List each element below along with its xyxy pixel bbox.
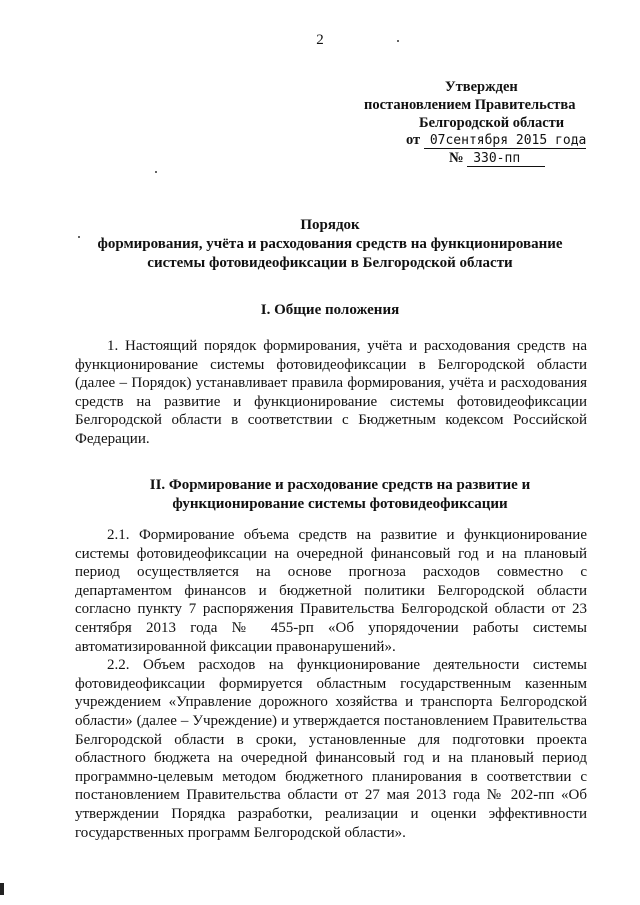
paragraph-1: 1. Настоящий порядок формирования, учёта и расходования средств на функционирование системы фотовидеофиксации в Белгородской области (далее – Порядок) устанавливает правила формирования, учёта и расходования средств на развитие и функционирование системы фотовидеофиксации Белгородской области в соответствии с Бюджетным кодексом Российской Федерации. xyxy=(75,338,587,447)
approval-date-value: 07сентября 2015 года xyxy=(424,133,586,149)
approval-line-region: Белгородской области xyxy=(419,115,565,131)
title-line-1: Порядок xyxy=(300,217,360,233)
title-line-3: системы фотовидеофиксации в Белгородской области xyxy=(147,255,513,271)
section-2-heading-line-1: II. Формирование и расходование средств на развитие и xyxy=(149,477,531,493)
approval-number-prefix: № xyxy=(449,150,464,166)
scan-edge-mark xyxy=(0,883,4,895)
page-number: 2 xyxy=(316,32,324,48)
approval-line-resolution: постановлением Правительства xyxy=(364,97,576,113)
section-2-body xyxy=(75,526,587,842)
section-2-heading-line-2: функционирование системы фотовидеофиксации xyxy=(172,496,508,512)
approval-date-prefix: от xyxy=(406,132,421,148)
approval-number-line xyxy=(449,150,545,167)
paragraph-2-2: 2.2. Объем расходов на функционирование деятельности системы фотовидеофиксации формируется областным государственным казенным учреждением «Управление дорожного хозяйства и транспорта Белгородской области» (далее – Учреждение) и утверждается постановлением Правительства Белгородской области в сроки, установленные для подготовки проекта областного бюджета на очередной финансовый год и на плановый период программно-целевым методом бюджетного планирования в соответствии с постановлением Правительства области от 27 мая 2013 года № 202-пп «Об утверждении Порядка разработки, реализации и оценки эффективности государственных программ Белгородской области». xyxy=(75,657,587,841)
scan-speck xyxy=(397,40,399,42)
approval-line-approved: Утвержден xyxy=(445,79,518,95)
approval-date-line xyxy=(406,132,586,149)
scan-speck xyxy=(78,236,80,238)
approval-number-value: 330-пп xyxy=(467,151,545,167)
section-1-heading: I. Общие положения xyxy=(260,302,400,318)
paragraph-2-1: 2.1. Формирование объема средств на развитие и функционирование системы фотовидеофиксации на очередной финансовый год и на плановый период осуществляется на основе прогноза расходов совместно с департаментом финансов и бюджетной политики Белгородской области согласно пункту 7 распоряжения Правительства Белгородской области от 23 сентября 2013 года № 455-рп «Об упорядочении работы системы автоматизированной фиксации правонарушений». xyxy=(75,527,587,655)
section-1-body xyxy=(75,337,587,449)
scan-speck xyxy=(155,171,157,173)
title-line-2: формирования, учёта и расходования средств на функционирование xyxy=(97,236,563,252)
